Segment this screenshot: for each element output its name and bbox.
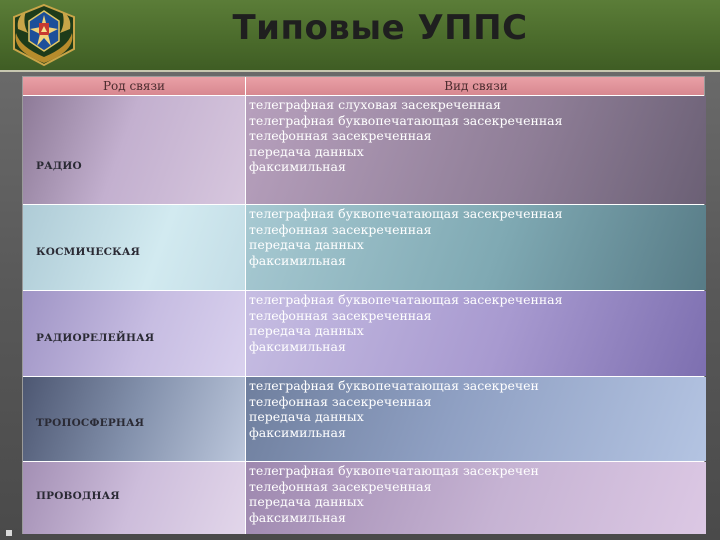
type-label: РАДИОРЕЛЕЙНАЯ — [36, 332, 155, 344]
kind-item: телеграфная слуховая засекреченная — [249, 97, 501, 112]
slide-header — [0, 0, 720, 72]
kind-item: факсимильная — [249, 424, 346, 440]
kinds-cell — [246, 462, 706, 534]
column-header-type: Род связи — [23, 77, 246, 96]
kinds-cell — [246, 291, 706, 376]
kind-item: факсимильная — [249, 509, 346, 525]
kind-item: факсимильная — [249, 252, 346, 268]
kinds-cell — [246, 96, 706, 204]
type-label: РАДИО — [36, 160, 82, 172]
table-header — [23, 77, 704, 96]
kind-item: телефонная засекреченная — [249, 128, 432, 143]
kind-item: телеграфная буквопечатающая засекречен — [249, 378, 539, 393]
kind-item: телефонная засекреченная — [249, 478, 432, 494]
table-row — [23, 205, 704, 291]
table-row — [23, 462, 704, 534]
type-label: КОСМИЧЕСКАЯ — [36, 246, 141, 258]
kind-item: телеграфная буквопечатающая засекреченная — [249, 206, 563, 221]
communication-types-table — [22, 76, 705, 534]
kind-item: передача данных — [249, 237, 364, 252]
kinds-cell — [246, 377, 706, 461]
table-row — [23, 96, 704, 205]
kind-item: телеграфная буквопечатающая засекреченная — [249, 292, 563, 307]
type-cell — [23, 291, 246, 376]
type-label: ТРОПОСФЕРНАЯ — [36, 417, 145, 429]
kind-item: телефонная засекреченная — [249, 393, 432, 409]
military-emblem-icon — [8, 3, 80, 67]
kind-item: телеграфная буквопечатающая засекреченная — [249, 112, 563, 128]
type-cell — [23, 377, 246, 461]
kind-item: телеграфная буквопечатающая засекречен — [249, 463, 539, 478]
kind-item: факсимильная — [249, 338, 346, 354]
type-cell — [23, 96, 246, 204]
kind-item: передача данных — [249, 323, 364, 338]
kind-item: передача данных — [249, 494, 364, 509]
kind-item: телефонная засекреченная — [249, 221, 432, 237]
kind-item: передача данных — [249, 409, 364, 424]
kind-item: телефонная засекреченная — [249, 307, 432, 323]
column-header-kind: Вид связи — [444, 79, 508, 93]
slide-corner-marker — [6, 530, 12, 536]
kind-item: передача данных — [249, 143, 364, 159]
slide-title: Типовые УППС — [232, 8, 528, 48]
type-cell — [23, 205, 246, 290]
kinds-cell — [246, 205, 706, 290]
table-row — [23, 291, 704, 377]
kind-item: факсимильная — [249, 159, 346, 174]
type-label: ПРОВОДНАЯ — [36, 490, 120, 502]
type-cell — [23, 462, 246, 534]
table-row — [23, 377, 704, 462]
